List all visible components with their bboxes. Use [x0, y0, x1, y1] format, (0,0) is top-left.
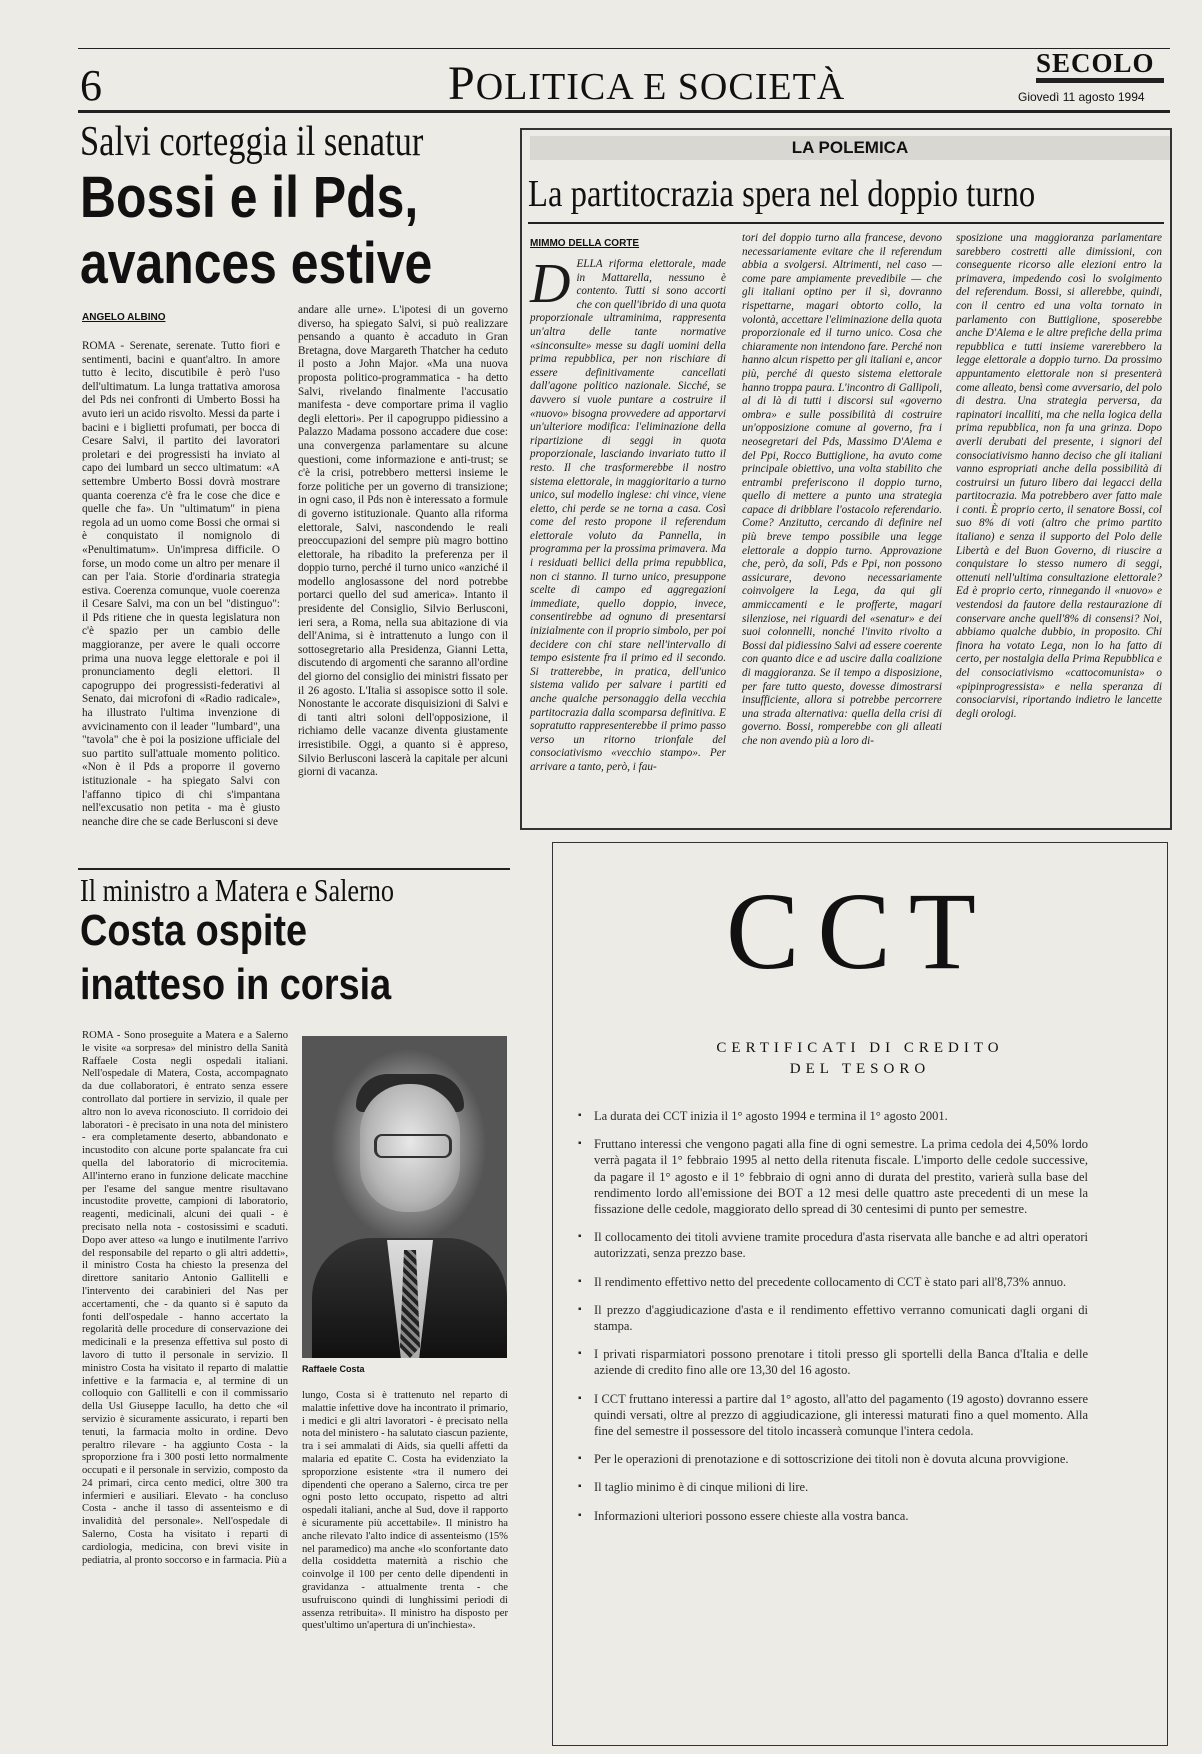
article1-title-line1: Bossi e il Pds, [80, 165, 419, 230]
article2-top-rule [78, 868, 510, 870]
article2-title-line2: inatteso in corsia [80, 960, 392, 1009]
page-number: 6 [80, 61, 102, 110]
cct-subtitle [552, 1038, 1168, 1080]
cct-item: ▪ Il taglio minimo è di cinque milioni di lire. [594, 1479, 1088, 1495]
photo-glasses [374, 1134, 452, 1158]
polemica-dropcap: D [530, 253, 571, 315]
polemica-column-3: sposizione una maggioranza parlamentare sarebbero costretti alle dimissioni, con conseguente ricorso alle elezioni entro la primavera, impedendo così lo svolgimento del referendum. Bossi, si allerebbe, quindi, con il centro ed una volta tornato in parlamento con Buttiglione, sposerebbe anche D'Alema e le altre prefiche della prima repubblica e tutti insieme varerebbero la legge elettorale a doppio turno. Da prossimo appuntamento elettorale non si presenterà come alleato, bensì come avversario, del polo di destra. Una strategia perversa, da rapinatori incalliti, ma che nella logica della prima repubblica, non fa una grinza. Dopo averli derubati del presente, i signori del consociativismo hanno deciso che gli italiani vanno espropriati anche della possibilità di costruirsi un futuro libero dai legacci della partitocrazia. Ma potrebbero aver fatto male i conti. È proprio certo, il senatore Bossi, col suo 8% di voti (altro che primo partito italiano) e senza il supporto del Polo delle Libertà e del Buon Governo, di riuscire a conquistare lo stesso numero di seggi, ottenuti nell'ultima consultazione elettorale? Ed è proprio certo, rinnegando il «nuovo» e vestendosi da fautore della restaurazione di conservare anche quell'8% di consensi? Noi, abbiamo qualche dubbio, in proposito. Chi finora ha votato Lega, non lo ha fatto di certo, per nostalgia della Prima Repubblica e del consociativismo «cattocomunista» o «pipinprogressista» e nella speranza di consociarvisi, riportando indietro le lancette degli orologi. [956, 232, 1162, 720]
cct-subtitle-line2: DEL TESORO [789, 1061, 931, 1077]
article1-column-2: andare alle urne». L'ipotesi di un governo diverso, ha spiegato Salvi, si può realizzare pensando a quanto è accaduto in Gran Bretagna, dove Margareth Thatcher ha ceduto il posto a John Major. «Ma una nuova proposta politico-programmatica - ha detto Salvi, rivelando finalmente l'accusatio manifesta - deve comportare prima il vaglio degli elettori». Per il capogruppo pidiessino a Palazzo Madama possono accadere due cose: una convergenza parlamentare su alcune questioni, come informazione e anti-trust; se c'è la crisi, potrebbero mettersi insieme le forze politiche per un governo di transizione; in ogni caso, il Pds non è interessato a formule di governo istituzionale. Quanto alla riforma elettorale, Salvi, nascondendo le reali preoccupazioni del sempre più magro bottino elettorale, ha ribadito la preferenza per il doppio turno, perché il turno unico «anziché il modello anglosassone del nord potrebbe portarci quello del sud america». Intanto il presidente del Consiglio, Silvio Berlusconi, ieri sera, a Roma, nella sua abitazione di via dell'Anima, si è intrattenuto a lungo con il sottosegretario alla Presidenza, Gianni Letta, discutendo di argomenti che saranno all'ordine del giorno del consiglio dei ministri fissato per il 26 agosto. L'Italia si assopisce sotto il sole. Nonostante le accorate disquisizioni di Salvi e di tanti altri soloni dell'opposizione, il richiamo delle vacanze diventa giustamente irresistibile. Oggi, a quanto si è appreso, Silvio Berlusconi lascerà la capitale per alcuni giorni di vacanza. [298, 304, 508, 779]
cct-item: ▪ Informazioni ulteriori possono essere chieste alla vostra banca. [594, 1508, 1088, 1524]
cct-item: ▪ I CCT fruttano interessi a partire dal 1° agosto, all'atto del pagamento (19 agosto) dovranno essere quindi versati, oltre al prezzo di aggiudicazione, gli interessi maturati fino a quel momento. Alla fine del semestre il possessore del titolo incasserà comunque l'intera cedola. [594, 1391, 1088, 1440]
header-rule [78, 110, 1170, 113]
article2-title-line1: Costa ospite [80, 906, 308, 955]
cct-item: ▪ I privati risparmiatori possono prenotare i titoli presso gli sportelli della Banca d'Italia e delle aziende di credito fino alle ore 13,30 del 16 agosto. [594, 1346, 1088, 1378]
article2-kicker: Il ministro a Matera e Salerno [80, 872, 395, 908]
article1-kicker: Salvi corteggia il senatur [80, 119, 424, 165]
top-rule [78, 48, 1170, 49]
cct-item: ▪ Il rendimento effettivo netto del precedente collocamento di CCT è stato pari all'8,73% annuo. [594, 1274, 1088, 1290]
polemica-column-2: tori del doppio turno alla francese, devono necessariamente evitare che il referendum abbia a svolgersi. Altrimenti, nel caso — come pare ampiamente prevedibile — che gli italiani optino per il sì, dovranno rispettarne, magari obtorto collo, la volontà, accettare l'eliminazione della quota proporzionale ed il turno unico. Cosa che chiaramente non intendono fare. Perché non hanno alcun rispetto per gli italiani e, ancor più, perché di questo sistema elettorale hanno troppa paura. L'incontro di Gallipoli, al di là di tutti i discorsi sul «governo ombra» e sulle possibilità di costruire un'opposizione comune al governo, fra i neosegretari del Pds, Massimo D'Alema e del Ppi, Rocco Buttiglione, ha avuto come principale obiettivo, una volta stabilito che entrambi preferiscono il doppio turno, quello di mettere a punto una strategia capace di dribblare l'ostacolo referendario. Come? Anzitutto, cercando di definire nel più breve tempo possibile una legge elettorale a doppio turno. Approvazione che, però, da soli, Pds e Ppi, non possono assicurare, devono necessariamente coinvolgere la Lega, da qui gli ammiccamenti e le profferte, magari silenziose, nei riguardi del «senatur» e dei suoi colonnelli, nonché l'invito rivolto a Bossi dal pidiessino Salvi ad essere coerente con quanto dice e ad uscire dalla coalizione di maggioranza. Se il tempo a disposizione, per fare tutto questo, dovesse dimostrarsi insufficiente, allora si potrebbe percorrere una strada alternativa: quella della crisi di governo. Bossi, romperebbe con gli alleati che non avendo più a loro di- [742, 232, 942, 747]
logo-underline [1036, 78, 1164, 83]
issue-date: Giovedì 11 agosto 1994 [1018, 90, 1145, 104]
polemica-byline: MIMMO DELLA CORTE [530, 238, 640, 249]
cct-item: ▪ Il collocamento dei titoli avviene tramite procedura d'asta riservata alle banche e ad altri operatori autorizzati, senza prezzo base. [594, 1229, 1088, 1261]
section-rest: OLITICA E SOCIETÀ [475, 66, 846, 108]
cct-subtitle-line1: CERTIFICATI DI CREDITO [716, 1040, 1004, 1056]
article1-title-line2: avances estive [80, 231, 433, 296]
cct-item: ▪ Fruttano interessi che vengono pagati alla fine di ogni semestre. La prima cedola dei 4,50% lordo verrà pagata il 1° febbraio 1995 al netto della ritenuta fiscale. L'importo delle cedole successive, da pagare il 1° agosto e il 1° febbraio di ogni anno di durata del prestito, varierà sulla base del rendimento lordo all'emissione dei BOT a 12 mesi delle quattro aste precedenti di un mese la fissazione delle cedole, maggiorato dello spread di 30 centesimi di punto per semestre. [594, 1136, 1088, 1217]
cct-title: CCT [726, 870, 994, 992]
minister-photo [302, 1036, 507, 1358]
cct-item: ▪ Il prezzo d'aggiudicazione d'asta e il rendimento effettivo verranno comunicati dagli organi di stampa. [594, 1302, 1088, 1334]
polemica-column-1 [530, 253, 726, 820]
cct-info-list [594, 1108, 1088, 1536]
article2-column-2: lungo, Costa si è trattenuto nel reparto di malattie infettive dove ha incontrato il primario, i medici e gli altri lavoratori - è precisato nella nota del ministero - ha salutato ciascun paziente, tra i sei ammalati di Aids, sia quelli affetti da malaria ed epatite C. Costa ha evidenziato la sproporzione esistente «tra il numero dei dipendenti che operano a Salerno, circa tre per ogni posto letto occupato, rispetto ad altri ospedali italiani, anche al Sud, dove il rapporto è sicuramente più accettabile». Il ministro ha anche rilevato l'alto indice di assenteismo (15% nel paramedico) ma anche «lo sconfortante dato della cosiddetta maternità a rischio che coinvolge il 100 per cento delle dipendenti in gravidanza - attualmente trenta - che usufruiscono quindi di lunghissimi periodi di assenza retribuita». Il ministro ha disposto per quest'ultimo un'apertura di un'inchiesta». [302, 1390, 508, 1632]
section-title [448, 56, 845, 111]
section-initial: P [448, 57, 476, 110]
polemica-column-1-text: ELLA riforma elettorale, made in Mattarella, nessuno è contento. Tutti si sono accorti che con quell'ibrido di una quota proporzionale ultraminima, rappresenta un'altra delle tante normative «sinconsulte» messe su dagli uomini della prima repubblica, per non rischiare di essere definitivamente cancellati dall'agone politico nazionale. Sicché, se davvero si vuole puntare a costruire il «nuovo» bisogna provvedere ad apportarvi un'ulteriore modifica: l'eliminazione della ripartizione di seggi in quota proporzionale, lasciando invariato tutto il resto. Il che trasformerebbe il nostro sistema elettorale, in maggioritario a turno unico, sul modello inglese: chi vince, viene eletto, chi perde se ne torna a casa. Così come del resto propone il referendum elettorale voluto da Pannella, in programma per la prossima primavera. Ma i residuati bellici della prima repubblica, non ci stanno. Il turno unico, presuppone scelte di campo ed aggregazioni immediate, quello doppio, invece, consentirebbe ad ognuno di presentarsi inizialmente con il proprio simbolo, per poi decidere con chi stare nell'intervallo di tempo esistente fra il primo ed il secondo. Si tratterebbe, in pratica, dell'unico sistema valido per salvare i partiti ed anche qualche personaggio della vecchia partitocrazia dalla scomparsa definitiva. E sopratutto rappresenterebbe il primo passo verso un ritorno trionfale del consociativismo «vecchio stampo». Per arrivare a tanto, però, i fau- [530, 258, 726, 773]
newspaper-logo: SECOLO [1036, 48, 1155, 78]
article2-column-1: ROMA - Sono proseguite a Matera e a Salerno le visite «a sorpresa» del ministro della Sanità Raffaele Costa negli ospedali italiani. Nell'ospedale di Matera, Costa, accompagnato da due collaboratori, è entrato senza essere controllato dal portiere in servizio, il quale per altro non lo aveva riconosciuto. Il corridoio dei laboratori - è precisato in una nota del ministero - era completamente deserto, abbandonato e incustodito con alcune porte spalancate fra cui quella del laboratorio di microcitemia. All'interno erano in funzione delicate macchine per l'esame del sangue mentre risultavano incustodite provette, campioni di laboratorio, reagenti, medicinali, alcuni dei quali - è precisato nella nota - costosissimi e scaduti. Dopo aver atteso «a lungo e inutilmente l'arrivo del responsabile del reparto o gli altri addetti», il ministro Costa ha chiesto la presenza del direttore sanitario Antonio Gallitelli e l'intervento dei carabinieri del Nas per accertamenti, che - da quanto si è saputo da fonti dell'ospedale - hanno accertato la regolarità delle procedure di conservazione dei medicinali e la presenza effettiva sul posto di lavoro di tutto il personale in servizio. Il ministro Costa ha visitato il reparto di malattie infettive e la farmacia e, al termine di un colloquio con Gallitelli e con il commissario della Usl Giuseppe Iacullo, ha detto che «il servizio è sicuramente assicurato, i reparti ben tenuti, la farmacia molto in ordine. Devo peraltro rilevare - ha aggiunto Costa - la sproporzione fra i 300 posti letto normalmente occupati e il personale in servizio, composto da 24 primari, circa cento medici, oltre 300 tra infermieri e ausiliari. Elevato - ha concluso Costa - anche il tasso di assenteismo e di invalidità del personale». Nell'ospedale di Salerno, Costa ha visitato i reparti di cardiologia, medicina, con brevi visite in pediatria, al pronto soccorso e in farmacia. Più a [82, 1030, 288, 1566]
article1-byline: ANGELO ALBINO [82, 312, 166, 323]
photo-caption: Raffaele Costa [302, 1364, 365, 1374]
polemica-title-rule [528, 222, 1164, 224]
polemica-label: LA POLEMICA [791, 138, 909, 157]
cct-item: ▪ Per le operazioni di prenotazione e di sottoscrizione dei titoli non è dovuta alcuna provvigione. [594, 1451, 1088, 1467]
cct-item: ▪ La durata dei CCT inizia il 1° agosto 1994 e termina il 1° agosto 2001. [594, 1108, 1088, 1124]
polemica-title: La partitocrazia spera nel doppio turno [528, 173, 1036, 215]
article1-column-1: ROMA - Serenate, serenate. Tutto fiori e sentimenti, bacini e quant'altro. In amore tutto è lecito, discutibile è però l'uso dell'ultimatum. La lunga trattativa amorosa del Pds nei confronti di Umberto Bossi ha avuto ieri un acido risvolto. Messi da parte i bacini e i biglietti profumati, per bocca di Cesare Salvi, il partito dei lavoratori proletari e dei progressisti ha inviato al capo dei lumbard un secco ultimatum: «A settembre Umberto Bossi dovrà mostrare quanta coerenza c'è fra le cose che dice e quelle che fa». Un "ultimatum" in piena regola ad un uomo come Bossi che ormai si è conquistato il nomignolo di «Penultimatum». Un'impresa difficile. O forse, un modo come un altro per menare il can per l'aia. Storie d'ordinaria strategia estiva. Coerenza comunque, vuole coerenza il Cesare Salvi, ma con un bel "distinguo": il Pds ritiene che in questa legislatura non c'è spazio per un cambio delle maggioranze, per avere le quali occorre prima una nuova legge elettorale e poi il pronunciamento degli elettori. Il capogruppo dei progressisti-federativi al Senato, dai microfoni di «Radio radicale», ha illustrato l'ultima invenzione di avvicinamento con il leader "lumbard", una "tavola" che è poi la posizione ufficiale del suo partito sull'attuale momento politico. «Non è il Pds a proporre il governo istituzionale - ha spiegato Salvi con l'affanno tipico di chi s'impantana nell'excusatio non petita - ma è giusto neanche dire che se cade Berlusconi si deve [82, 340, 280, 828]
